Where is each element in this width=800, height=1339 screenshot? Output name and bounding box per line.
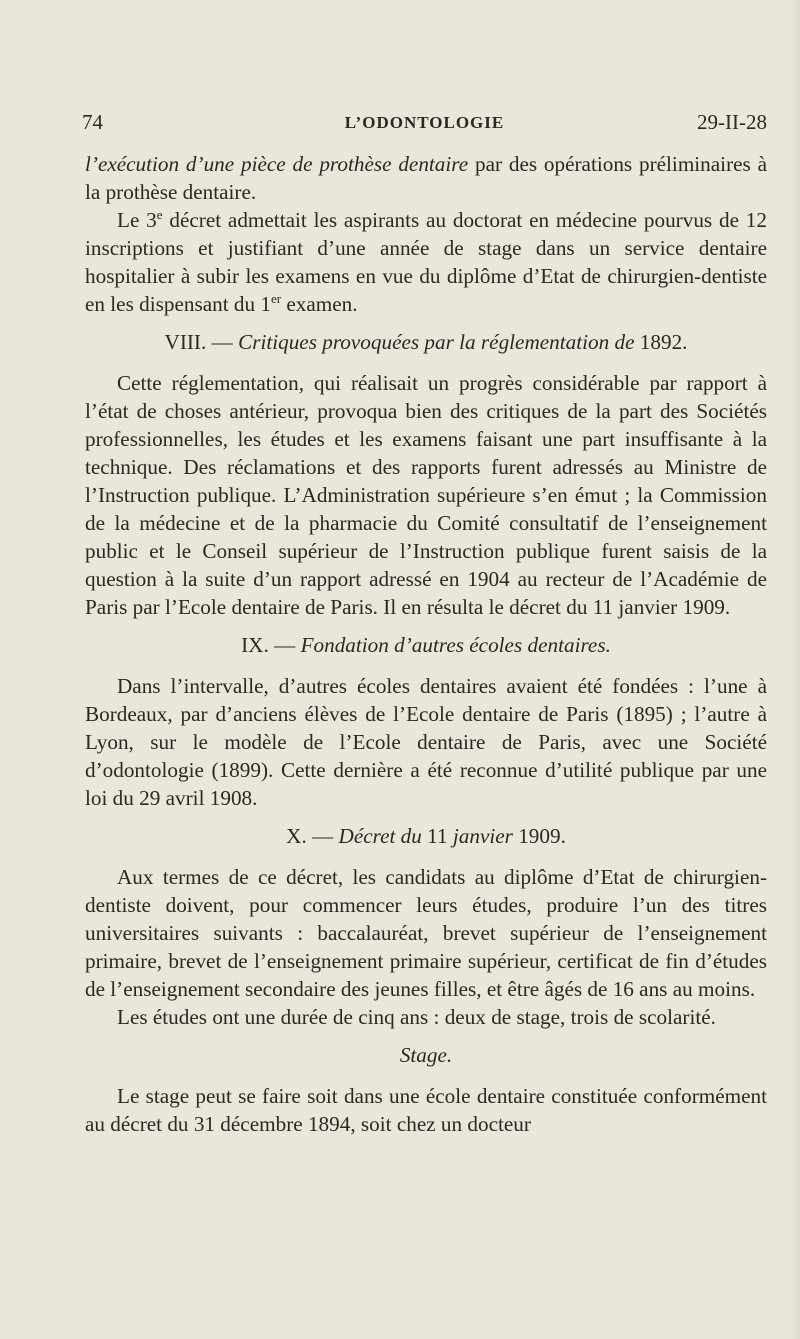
section-number: X. — — [286, 824, 339, 848]
paragraph-1-text: par des opérations préliminaires à la prothèse dentaire. — [85, 152, 767, 204]
paragraph-3: Cette réglementation, qui réalisait un progrès considérable par rapport à l’état de choses antérieur, provoqua bien des critiques de la part des Sociétés professionnelles, les études et les examens faisant une part insuffisante à la technique. Des réclamations et des rapports furent adressés au Ministre de l’Instruction publique. L’Administration supérieure s’en émut ; la Commission de la médecine et de la pharmacie du Comité consultatif de l’enseignement public et le Conseil supérieur de l’Instruction publique furent saisis de la question à la suite d’un rapport adressé en 1904 au recteur de l’Académie de Paris par l’Ecole dentaire de Paris. Il en résulta le décret du 11 janvier 1909. — [85, 371, 767, 619]
paragraph-2-a: Le 3 — [117, 208, 157, 232]
body-text — [85, 150, 767, 1138]
section-day: 11 — [421, 824, 453, 848]
subheading-stage — [85, 1041, 767, 1069]
page-number: 74 — [82, 110, 103, 134]
paragraph-2-c: examen. — [281, 292, 358, 316]
section-month: janvier — [452, 824, 513, 848]
paragraph-2-b: décret admettait les aspirants au doctorat en médecine pourvus de 12 inscriptions et justifiant d’une année de stage dans un service dentaire hospitalier à subir les examens en vue du diplôme d’Etat de chirurgien-dentiste en les dispensant du 1 — [85, 208, 767, 316]
section-heading-8 — [85, 328, 767, 356]
section-title: Critiques provoquées par la réglementation de — [238, 330, 635, 354]
section-heading-10 — [85, 822, 767, 850]
subheading-title: Stage. — [399, 1043, 453, 1067]
section-year: 1892. — [634, 330, 688, 354]
ordinal-sup-2: er — [270, 290, 282, 306]
paragraph-7: Le stage peut se faire soit dans une école dentaire constituée conformément au décret du 31 décembre 1894, soit chez un docteur — [85, 1084, 767, 1136]
section-year: 1909. — [512, 824, 566, 848]
section-title: Fondation d’autres écoles dentaires. — [300, 633, 611, 657]
section-heading-9 — [85, 631, 767, 659]
paragraph-5: Aux termes de ce décret, les candidats au diplôme d’Etat de chirurgien-dentiste doivent, pour commencer leurs études, produire l’un des titres universitaires suivants : baccalauréat, brevet supérieur de l’enseignement primaire, brevet de l’enseignement primaire supérieur, certificat de fin d’études de l’enseignement secondaire des jeunes filles, et être âgés de 16 ans au moins. — [85, 865, 767, 1001]
running-header — [82, 110, 767, 140]
paragraph-4: Dans l’intervalle, d’autres écoles dentaires avaient été fondées : l’une à Bordeaux, par d’anciens élèves de l’Ecole dentaire de Paris (1895) ; l’autre à Lyon, sur le modèle de l’Ecole dentaire de Paris, avec une Société d’odontologie (1899). Cette dernière a été reconnue d’utilité publique par une loi du 29 avril 1908. — [85, 674, 767, 810]
issue-date: 29-II-28 — [697, 110, 767, 134]
paragraph-1 — [85, 150, 767, 206]
section-number: IX. — — [241, 633, 301, 657]
paragraph-2 — [85, 206, 767, 318]
paragraph-6: Les études ont une durée de cinq ans : deux de stage, trois de scolarité. — [117, 1005, 716, 1029]
ordinal-sup: e — [156, 206, 163, 222]
running-title: L’ODONTOLOGIE — [344, 113, 505, 132]
section-number: VIII. — — [164, 330, 239, 354]
section-title: Décret du — [338, 824, 422, 848]
paragraph-1-italic: l’exécution d’une pièce de prothèse dentaire — [85, 152, 469, 176]
